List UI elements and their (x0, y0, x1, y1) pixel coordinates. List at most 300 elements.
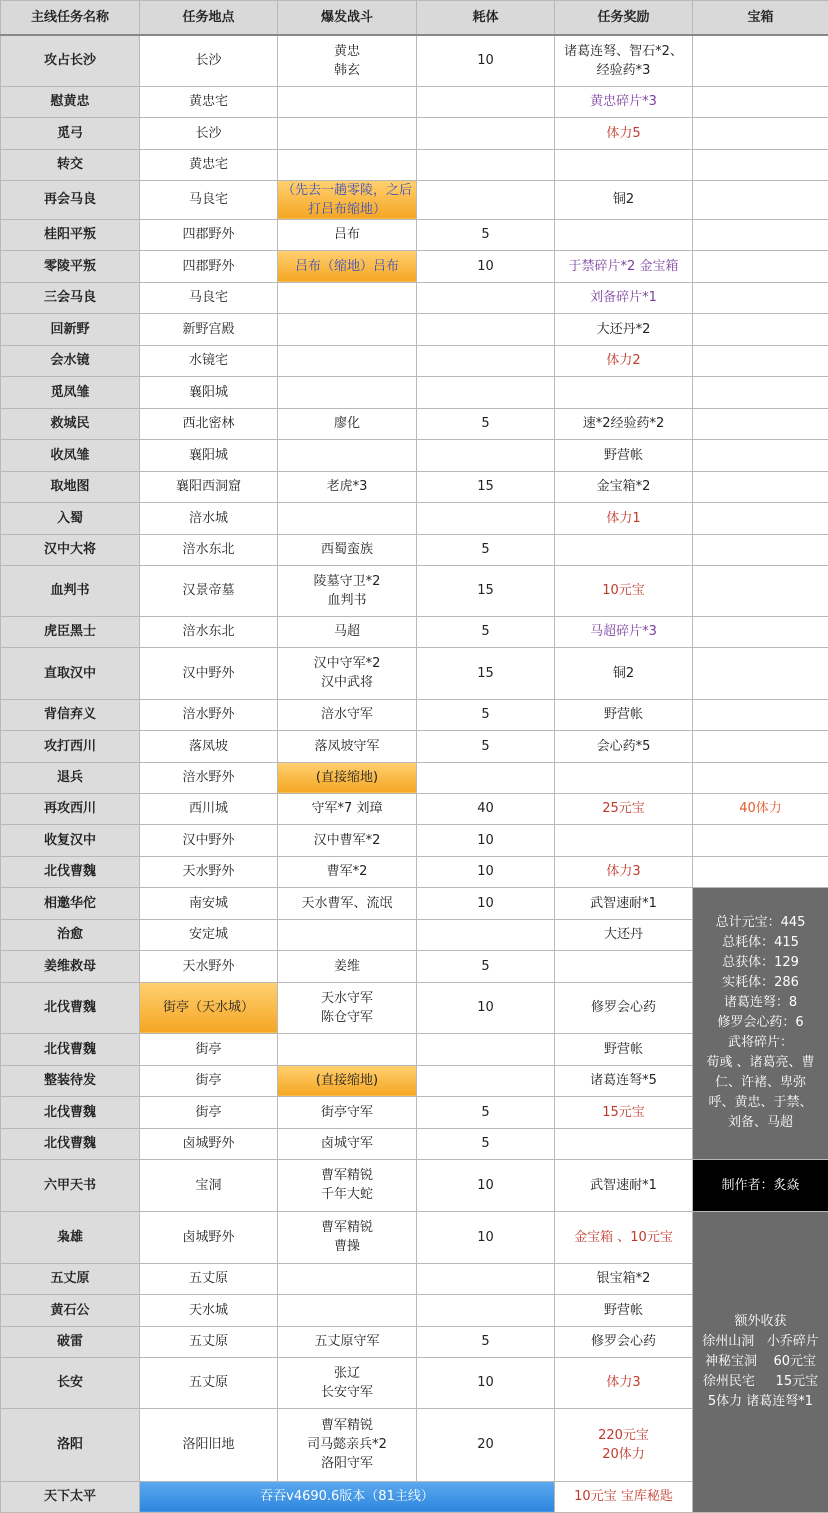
task-cost (417, 313, 555, 345)
task-chest (693, 117, 828, 149)
task-reward-line: 铜2 (557, 664, 690, 683)
task-location: 新野宫殿 (140, 313, 278, 345)
task-name: 治愈 (1, 919, 140, 950)
task-cost (417, 762, 555, 793)
table-row (1, 35, 828, 86)
task-location: 宝洞 (140, 1159, 278, 1211)
task-name: 慰黄忠 (1, 86, 140, 117)
task-cost: 5 (417, 616, 555, 647)
task-reward-line: 10元宝 (557, 581, 690, 600)
task-reward (555, 345, 693, 376)
task-name: 桂阳平叛 (1, 219, 140, 250)
task-chest: 40体力 (693, 793, 828, 824)
task-chest (693, 439, 828, 471)
table-row (1, 282, 828, 313)
task-name: 觅凤雏 (1, 376, 140, 408)
table-row (1, 534, 828, 565)
task-battle-line: 洛阳守军 (280, 1454, 414, 1473)
task-battle-line: 守军*7 刘璋 (280, 799, 414, 818)
extra-line: 额外收获 (695, 1312, 826, 1332)
task-reward-line: 220元宝 (557, 1426, 690, 1445)
task-name: 北伐曹魏 (1, 1033, 140, 1065)
table-row (1, 793, 828, 824)
task-battle-line: 曹军精锐 (280, 1416, 414, 1435)
task-cost (417, 502, 555, 534)
summary-line: 武将碎片： (695, 1033, 826, 1053)
task-name: 北伐曹魏 (1, 1128, 140, 1159)
task-chest (693, 502, 828, 534)
task-name: 黄石公 (1, 1294, 140, 1326)
task-name: 觅弓 (1, 117, 140, 149)
task-cost: 10 (417, 250, 555, 282)
task-chest (693, 565, 828, 616)
task-battle (278, 887, 417, 919)
task-reward (555, 616, 693, 647)
task-battle-line: 涪水守军 (280, 705, 414, 724)
task-battle (278, 730, 417, 762)
task-name: 汉中大将 (1, 534, 140, 565)
task-reward (555, 887, 693, 919)
task-reward-line: 大还丹*2 (557, 320, 690, 339)
task-reward (555, 762, 693, 793)
task-reward-line: 诸葛连弩、智石*2、 (557, 42, 690, 61)
task-location: 西北密林 (140, 408, 278, 439)
task-battle (278, 1128, 417, 1159)
task-reward (555, 149, 693, 180)
task-battle-line: 吕布（缩地）吕布 (280, 257, 414, 276)
task-cost: 40 (417, 793, 555, 824)
task-battle-line: 落凤坡守军 (280, 737, 414, 756)
task-battle (278, 376, 417, 408)
task-cost: 10 (417, 35, 555, 86)
task-name: 攻占长沙 (1, 35, 140, 86)
table-row (1, 699, 828, 730)
task-battle (278, 647, 417, 699)
task-cost: 10 (417, 982, 555, 1033)
table-row (1, 250, 828, 282)
task-reward (555, 471, 693, 502)
task-name: 再会马良 (1, 180, 140, 219)
task-reward (555, 919, 693, 950)
task-reward (555, 439, 693, 471)
task-battle-line: 街亭守军 (280, 1103, 414, 1122)
task-reward (555, 408, 693, 439)
summary-line: 总耗体：415 (695, 933, 826, 953)
task-location: 街亭（天水城） (140, 982, 278, 1033)
header-row (1, 1, 828, 36)
task-reward (555, 313, 693, 345)
task-cost (417, 282, 555, 313)
task-reward (555, 1326, 693, 1357)
task-reward (555, 730, 693, 762)
task-reward-line: 金宝箱 、10元宝 (557, 1228, 690, 1247)
task-cost: 10 (417, 1211, 555, 1263)
task-chest (693, 86, 828, 117)
version-bar: 吞吞v4690.6版本（81主线） (140, 1481, 555, 1512)
task-battle (278, 982, 417, 1033)
task-chest (693, 282, 828, 313)
task-cost: 5 (417, 1326, 555, 1357)
task-name: 枭雄 (1, 1211, 140, 1263)
task-reward-line: 会心药*5 (557, 737, 690, 756)
task-battle (278, 1096, 417, 1128)
task-reward (555, 117, 693, 149)
task-battle (278, 950, 417, 982)
task-battle-line: 汉中守军*2 (280, 654, 414, 673)
extra-line: 徐州山洞 小乔碎片 (695, 1332, 826, 1352)
summary-line: 实耗体：286 (695, 973, 826, 993)
task-reward (555, 1096, 693, 1128)
task-battle-line: (直接缩地) (280, 1071, 414, 1090)
task-reward (555, 856, 693, 887)
task-battle-line: 张辽 (280, 1364, 414, 1383)
task-battle (278, 502, 417, 534)
task-name: 会水镜 (1, 345, 140, 376)
extra-line: 徐州民宅 15元宝 (695, 1372, 826, 1392)
header-task-name: 主线任务名称 (1, 1, 140, 36)
task-battle-line: 曹操 (280, 1237, 414, 1256)
task-reward-line: 黄忠碎片*3 (557, 92, 690, 111)
task-location: 涪水东北 (140, 534, 278, 565)
task-battle-line: 曹军*2 (280, 862, 414, 881)
task-reward (555, 1294, 693, 1326)
task-cost (417, 149, 555, 180)
table-row (1, 408, 828, 439)
task-name: 收凤雏 (1, 439, 140, 471)
task-reward (555, 250, 693, 282)
task-reward (555, 982, 693, 1033)
task-cost: 10 (417, 856, 555, 887)
task-cost: 5 (417, 699, 555, 730)
task-reward-line: 刘备碎片*1 (557, 288, 690, 307)
task-battle (278, 86, 417, 117)
task-reward-line: 野营帐 (557, 1040, 690, 1059)
summary-box (693, 887, 828, 1159)
table-row (1, 313, 828, 345)
task-battle (278, 919, 417, 950)
task-reward-line: 15元宝 (557, 1103, 690, 1122)
table-row (1, 180, 828, 219)
task-location: 襄阳城 (140, 376, 278, 408)
task-chest (693, 824, 828, 856)
task-battle-line: 千年大蛇 (280, 1185, 414, 1204)
task-chest (693, 250, 828, 282)
task-name: 转交 (1, 149, 140, 180)
task-location: 襄阳西洞窟 (140, 471, 278, 502)
task-chest (693, 345, 828, 376)
header-chest: 宝箱 (693, 1, 828, 36)
task-location: 涪水野外 (140, 762, 278, 793)
table-row (1, 647, 828, 699)
task-reward (555, 1033, 693, 1065)
task-reward (555, 180, 693, 219)
summary-line: 诸葛连弩：8 (695, 993, 826, 1013)
task-cost: 10 (417, 1159, 555, 1211)
task-reward-line: 经验药*3 (557, 61, 690, 80)
task-reward (555, 35, 693, 86)
task-location: 街亭 (140, 1065, 278, 1096)
task-battle-line: （先去一趟零陵，之后打吕布缩地） (280, 181, 414, 219)
task-cost: 5 (417, 950, 555, 982)
task-reward (555, 86, 693, 117)
task-battle-line: 廖化 (280, 414, 414, 433)
task-location: 汉中野外 (140, 824, 278, 856)
table-row (1, 471, 828, 502)
task-name: 北伐曹魏 (1, 982, 140, 1033)
task-battle (278, 856, 417, 887)
task-name: 血判书 (1, 565, 140, 616)
task-battle (278, 1408, 417, 1481)
task-location: 街亭 (140, 1096, 278, 1128)
task-battle-line: 卤城守军 (280, 1134, 414, 1153)
task-reward-line: 速*2经验药*2 (557, 414, 690, 433)
task-battle-line: 汉中武将 (280, 673, 414, 692)
task-battle-line: 老虎*3 (280, 477, 414, 496)
summary-line: 呼、黄忠、于禁、 (695, 1093, 826, 1113)
task-reward-line: 金宝箱*2 (557, 477, 690, 496)
task-battle-line: 黄忠 (280, 42, 414, 61)
task-battle (278, 117, 417, 149)
task-reward (555, 1128, 693, 1159)
task-battle-line: 马超 (280, 622, 414, 641)
task-name: 整装待发 (1, 1065, 140, 1096)
task-location: 西川城 (140, 793, 278, 824)
task-cost (417, 117, 555, 149)
task-battle (278, 250, 417, 282)
extra-line: 神秘宝洞 60元宝 (695, 1352, 826, 1372)
task-reward-line: 体力3 (557, 862, 690, 881)
task-reward-line: 体力2 (557, 351, 690, 370)
extra-box (693, 1211, 828, 1512)
table-row (1, 439, 828, 471)
task-location: 卤城野外 (140, 1128, 278, 1159)
task-cost (417, 1294, 555, 1326)
table-row (1, 762, 828, 793)
task-battle-line: 司马懿亲兵*2 (280, 1435, 414, 1454)
task-battle (278, 565, 417, 616)
task-cost (417, 1033, 555, 1065)
task-location: 天水野外 (140, 950, 278, 982)
task-location: 五丈原 (140, 1263, 278, 1294)
task-cost (417, 919, 555, 950)
task-chest (693, 762, 828, 793)
task-location: 水镜宅 (140, 345, 278, 376)
task-chest (693, 699, 828, 730)
task-name: 六甲天书 (1, 1159, 140, 1211)
summary-line: 荀彧 、诸葛亮、曹 (695, 1053, 826, 1073)
task-battle (278, 345, 417, 376)
task-location: 襄阳城 (140, 439, 278, 471)
task-battle-line: 血判书 (280, 591, 414, 610)
task-reward (555, 1211, 693, 1263)
task-name: 五丈原 (1, 1263, 140, 1294)
task-reward (555, 1481, 693, 1512)
table-row (1, 824, 828, 856)
task-location: 涪水东北 (140, 616, 278, 647)
task-name: 入蜀 (1, 502, 140, 534)
table-row (1, 616, 828, 647)
task-battle-line: 天水曹军、流氓 (280, 894, 414, 913)
task-battle (278, 793, 417, 824)
task-chest (693, 408, 828, 439)
task-location: 马良宅 (140, 180, 278, 219)
task-location: 洛阳旧地 (140, 1408, 278, 1481)
task-reward (555, 376, 693, 408)
task-name: 长安 (1, 1357, 140, 1408)
task-battle (278, 762, 417, 793)
task-cost: 5 (417, 730, 555, 762)
task-cost (417, 86, 555, 117)
task-reward (555, 1065, 693, 1096)
task-cost: 15 (417, 647, 555, 699)
task-cost: 15 (417, 565, 555, 616)
task-location: 涪水城 (140, 502, 278, 534)
header-reward: 任务奖励 (555, 1, 693, 36)
task-battle-line: 汉中曹军*2 (280, 831, 414, 850)
task-reward (555, 793, 693, 824)
task-cost: 5 (417, 408, 555, 439)
task-battle (278, 1065, 417, 1096)
task-cost (417, 1065, 555, 1096)
task-reward (555, 824, 693, 856)
task-name: 收复汉中 (1, 824, 140, 856)
task-reward (555, 565, 693, 616)
task-battle-line: 曹军精锐 (280, 1166, 414, 1185)
table-row (1, 219, 828, 250)
task-reward-line: 武智速耐*1 (557, 894, 690, 913)
task-chest (693, 730, 828, 762)
task-location: 黄忠宅 (140, 86, 278, 117)
task-location: 天水野外 (140, 856, 278, 887)
task-location: 落凤坡 (140, 730, 278, 762)
task-chest (693, 534, 828, 565)
task-reward (555, 1159, 693, 1211)
task-reward-line: 10元宝 宝库秘匙 (557, 1487, 690, 1506)
task-name: 取地图 (1, 471, 140, 502)
task-name: 零陵平叛 (1, 250, 140, 282)
task-cost (417, 439, 555, 471)
task-name: 直取汉中 (1, 647, 140, 699)
task-chest (693, 219, 828, 250)
task-cost: 5 (417, 1128, 555, 1159)
author-box: 制作者：炙焱 (693, 1159, 828, 1211)
task-cost: 10 (417, 887, 555, 919)
task-reward-line: 体力5 (557, 124, 690, 143)
task-name: 虎臣黑士 (1, 616, 140, 647)
table-row (1, 1159, 828, 1211)
task-battle (278, 1357, 417, 1408)
task-name: 退兵 (1, 762, 140, 793)
task-battle-line: 陈仓守军 (280, 1008, 414, 1027)
task-location: 南安城 (140, 887, 278, 919)
task-chest (693, 647, 828, 699)
table-row (1, 887, 828, 919)
task-cost (417, 345, 555, 376)
task-battle (278, 1326, 417, 1357)
task-battle-line: 姜维 (280, 957, 414, 976)
task-battle (278, 313, 417, 345)
task-name: 北伐曹魏 (1, 1096, 140, 1128)
task-chest (693, 149, 828, 180)
task-cost: 10 (417, 1357, 555, 1408)
task-reward (555, 699, 693, 730)
task-reward-line: 25元宝 (557, 799, 690, 818)
task-reward-line: 野营帐 (557, 705, 690, 724)
task-location: 黄忠宅 (140, 149, 278, 180)
task-cost: 20 (417, 1408, 555, 1481)
task-location: 长沙 (140, 117, 278, 149)
task-battle (278, 408, 417, 439)
task-chest (693, 616, 828, 647)
task-reward-line: 修罗会心药 (557, 998, 690, 1017)
task-battle-line: (直接缩地) (280, 768, 414, 787)
task-reward (555, 502, 693, 534)
task-chest (693, 35, 828, 86)
task-name: 北伐曹魏 (1, 856, 140, 887)
task-reward-line: 修罗会心药 (557, 1332, 690, 1351)
task-reward-line: 野营帐 (557, 1301, 690, 1320)
header-battle: 爆发战斗 (278, 1, 417, 36)
task-cost: 10 (417, 824, 555, 856)
task-name: 攻打西川 (1, 730, 140, 762)
task-location: 长沙 (140, 35, 278, 86)
task-reward-line: 野营帐 (557, 446, 690, 465)
task-name: 背信弃义 (1, 699, 140, 730)
task-cost: 5 (417, 1096, 555, 1128)
table-row (1, 149, 828, 180)
task-name: 破雷 (1, 1326, 140, 1357)
table-row (1, 86, 828, 117)
summary-line: 总计元宝：445 (695, 913, 826, 933)
task-cost: 5 (417, 219, 555, 250)
summary-line: 刘备、马超 (695, 1113, 826, 1133)
task-location: 四郡野外 (140, 250, 278, 282)
task-location: 汉中野外 (140, 647, 278, 699)
task-reward (555, 647, 693, 699)
task-reward-line: 银宝箱*2 (557, 1269, 690, 1288)
task-battle (278, 282, 417, 313)
task-name: 姜维救母 (1, 950, 140, 982)
task-battle (278, 616, 417, 647)
task-reward (555, 1357, 693, 1408)
task-battle (278, 35, 417, 86)
task-battle (278, 219, 417, 250)
summary-line: 仁、许褚、卑弥 (695, 1073, 826, 1093)
table-row (1, 376, 828, 408)
task-cost: 5 (417, 534, 555, 565)
task-reward-line: 马超碎片*3 (557, 622, 690, 641)
task-battle-line: 长安守军 (280, 1383, 414, 1402)
task-location: 马良宅 (140, 282, 278, 313)
table-row (1, 117, 828, 149)
summary-line: 修罗会心药：6 (695, 1013, 826, 1033)
task-battle (278, 824, 417, 856)
task-battle-line: 西蜀蛮族 (280, 540, 414, 559)
task-reward-line: 诸葛连弩*5 (557, 1071, 690, 1090)
table-row (1, 856, 828, 887)
task-reward-line: 体力3 (557, 1373, 690, 1392)
task-reward-line: 体力1 (557, 509, 690, 528)
task-location: 四郡野外 (140, 219, 278, 250)
task-reward (555, 282, 693, 313)
task-battle (278, 471, 417, 502)
table-row (1, 1211, 828, 1263)
task-reward (555, 950, 693, 982)
task-battle (278, 1263, 417, 1294)
task-battle (278, 439, 417, 471)
task-battle-line: 韩玄 (280, 61, 414, 80)
task-reward-line: 武智速耐*1 (557, 1176, 690, 1195)
